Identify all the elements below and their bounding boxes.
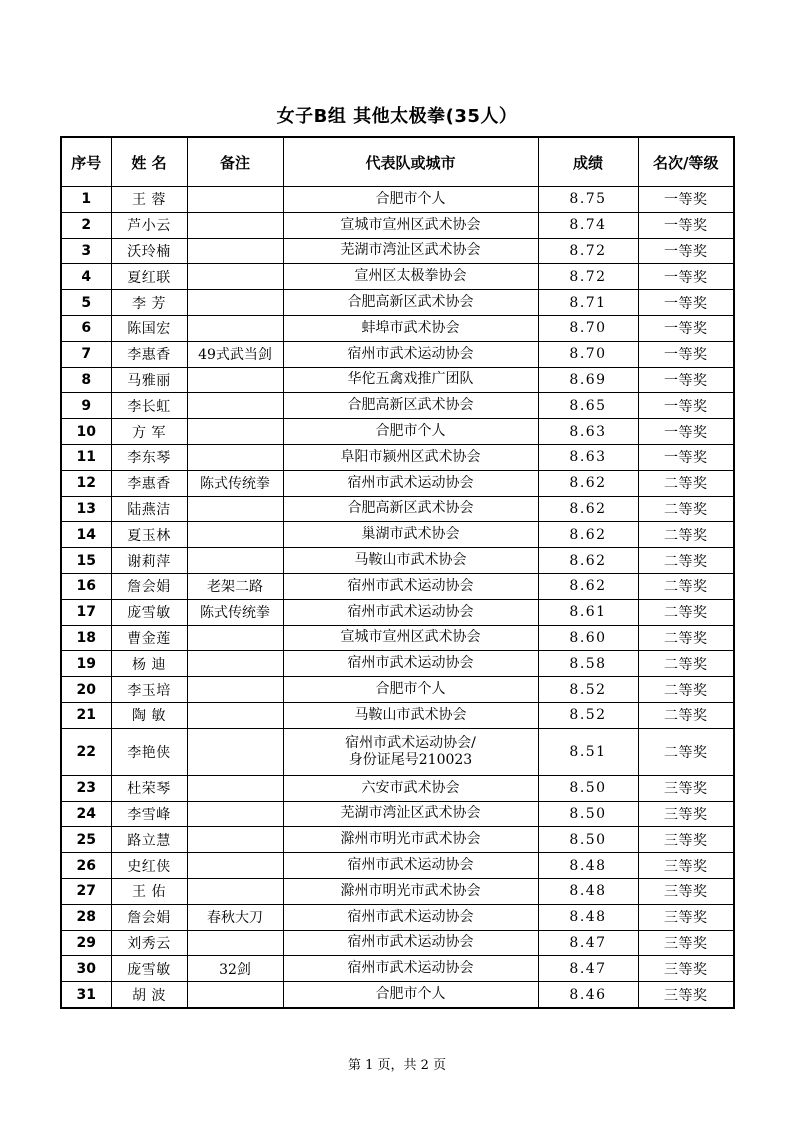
cell-rank: 一等奖 <box>638 264 734 290</box>
cell-name: 夏红联 <box>111 264 187 290</box>
cell-rank: 二等奖 <box>638 677 734 703</box>
header-rank: 名次/等级 <box>638 137 734 187</box>
cell-name: 沃玲楠 <box>111 238 187 264</box>
cell-no: 18 <box>61 625 111 651</box>
cell-no: 31 <box>61 982 111 1008</box>
cell-name: 杜荣琴 <box>111 775 187 801</box>
cell-team: 宣城市宣州区武术协会 <box>283 212 538 238</box>
cell-team: 巢湖市武术协会 <box>283 522 538 548</box>
cell-rank: 二等奖 <box>638 728 734 775</box>
cell-note <box>187 419 283 445</box>
cell-name: 谢莉萍 <box>111 548 187 574</box>
cell-no: 30 <box>61 956 111 982</box>
table-row <box>61 187 734 213</box>
cell-score: 8.75 <box>538 187 638 213</box>
cell-team: 合肥市个人 <box>283 982 538 1008</box>
cell-rank: 二等奖 <box>638 702 734 728</box>
cell-no: 6 <box>61 315 111 341</box>
cell-team: 滁州市明光市武术协会 <box>283 878 538 904</box>
cell-name: 李惠香 <box>111 341 187 367</box>
cell-team: 蚌埠市武术协会 <box>283 315 538 341</box>
cell-note <box>187 853 283 879</box>
table-row <box>61 702 734 728</box>
table-row <box>61 419 734 445</box>
cell-score: 8.58 <box>538 651 638 677</box>
cell-team: 宣州区太极拳协会 <box>283 264 538 290</box>
cell-score: 8.48 <box>538 904 638 930</box>
cell-note <box>187 393 283 419</box>
cell-score: 8.62 <box>538 470 638 496</box>
cell-score: 8.69 <box>538 367 638 393</box>
header-name: 姓 名 <box>111 137 187 187</box>
cell-note: 陈式传统拳 <box>187 470 283 496</box>
cell-score: 8.50 <box>538 827 638 853</box>
cell-rank: 一等奖 <box>638 444 734 470</box>
cell-note <box>187 522 283 548</box>
table-row <box>61 315 734 341</box>
cell-name: 芦小云 <box>111 212 187 238</box>
cell-team: 宿州市武术运动协会 <box>283 853 538 879</box>
table-row <box>61 238 734 264</box>
table-row <box>61 548 734 574</box>
cell-score: 8.70 <box>538 315 638 341</box>
cell-note: 32剑 <box>187 956 283 982</box>
cell-no: 8 <box>61 367 111 393</box>
cell-score: 8.62 <box>538 496 638 522</box>
cell-no: 27 <box>61 878 111 904</box>
cell-team: 合肥高新区武术协会 <box>283 290 538 316</box>
cell-name: 李惠香 <box>111 470 187 496</box>
cell-score: 8.51 <box>538 728 638 775</box>
cell-rank: 三等奖 <box>638 982 734 1008</box>
cell-score: 8.70 <box>538 341 638 367</box>
cell-name: 刘秀云 <box>111 930 187 956</box>
table-header-row <box>61 137 734 187</box>
cell-no: 19 <box>61 651 111 677</box>
table-row <box>61 956 734 982</box>
cell-score: 8.50 <box>538 775 638 801</box>
cell-name: 李 芳 <box>111 290 187 316</box>
cell-note <box>187 212 283 238</box>
cell-rank: 二等奖 <box>638 548 734 574</box>
cell-rank: 二等奖 <box>638 625 734 651</box>
cell-rank: 二等奖 <box>638 496 734 522</box>
cell-no: 13 <box>61 496 111 522</box>
cell-note: 老架二路 <box>187 573 283 599</box>
cell-name: 陶 敏 <box>111 702 187 728</box>
cell-note: 陈式传统拳 <box>187 599 283 625</box>
cell-rank: 三等奖 <box>638 956 734 982</box>
cell-score: 8.74 <box>538 212 638 238</box>
cell-team: 宿州市武术运动协会 <box>283 470 538 496</box>
cell-name: 庞雪敏 <box>111 956 187 982</box>
cell-name: 詹会娟 <box>111 573 187 599</box>
cell-team: 宿州市武术运动协会/ 身份证尾号210023 <box>283 728 538 775</box>
cell-rank: 三等奖 <box>638 878 734 904</box>
cell-name: 曹金莲 <box>111 625 187 651</box>
cell-note <box>187 728 283 775</box>
cell-team: 芜湖市湾沚区武术协会 <box>283 238 538 264</box>
cell-name: 胡 波 <box>111 982 187 1008</box>
cell-no: 25 <box>61 827 111 853</box>
cell-team: 合肥市个人 <box>283 419 538 445</box>
table-row <box>61 878 734 904</box>
cell-rank: 二等奖 <box>638 522 734 548</box>
cell-no: 17 <box>61 599 111 625</box>
cell-note: 春秋大刀 <box>187 904 283 930</box>
cell-score: 8.46 <box>538 982 638 1008</box>
cell-note <box>187 801 283 827</box>
cell-score: 8.72 <box>538 238 638 264</box>
cell-no: 3 <box>61 238 111 264</box>
cell-team: 合肥市个人 <box>283 187 538 213</box>
cell-name: 路立慧 <box>111 827 187 853</box>
cell-score: 8.65 <box>538 393 638 419</box>
cell-rank: 一等奖 <box>638 187 734 213</box>
cell-name: 李雪峰 <box>111 801 187 827</box>
cell-note <box>187 775 283 801</box>
table-row <box>61 651 734 677</box>
cell-rank: 三等奖 <box>638 930 734 956</box>
cell-note <box>187 651 283 677</box>
cell-note <box>187 496 283 522</box>
cell-rank: 三等奖 <box>638 775 734 801</box>
table-row <box>61 393 734 419</box>
cell-note <box>187 187 283 213</box>
cell-note <box>187 238 283 264</box>
cell-team: 宣城市宣州区武术协会 <box>283 625 538 651</box>
cell-no: 28 <box>61 904 111 930</box>
cell-score: 8.61 <box>538 599 638 625</box>
cell-rank: 一等奖 <box>638 315 734 341</box>
cell-name: 马雅丽 <box>111 367 187 393</box>
table-row <box>61 522 734 548</box>
table-row <box>61 367 734 393</box>
cell-no: 26 <box>61 853 111 879</box>
cell-note <box>187 264 283 290</box>
cell-note <box>187 827 283 853</box>
cell-name: 王 蓉 <box>111 187 187 213</box>
cell-team: 宿州市武术运动协会 <box>283 599 538 625</box>
cell-note <box>187 982 283 1008</box>
cell-score: 8.48 <box>538 878 638 904</box>
table-row <box>61 677 734 703</box>
cell-score: 8.47 <box>538 930 638 956</box>
cell-name: 史红侠 <box>111 853 187 879</box>
table-row <box>61 496 734 522</box>
cell-name: 陆燕洁 <box>111 496 187 522</box>
cell-team: 宿州市武术运动协会 <box>283 904 538 930</box>
cell-team: 合肥高新区武术协会 <box>283 496 538 522</box>
cell-rank: 三等奖 <box>638 801 734 827</box>
cell-no: 1 <box>61 187 111 213</box>
cell-rank: 二等奖 <box>638 599 734 625</box>
cell-no: 15 <box>61 548 111 574</box>
cell-name: 李长虹 <box>111 393 187 419</box>
table-row <box>61 728 734 775</box>
cell-score: 8.48 <box>538 853 638 879</box>
cell-no: 16 <box>61 573 111 599</box>
cell-team: 芜湖市湾沚区武术协会 <box>283 801 538 827</box>
table-row <box>61 904 734 930</box>
cell-score: 8.63 <box>538 444 638 470</box>
cell-score: 8.72 <box>538 264 638 290</box>
page-title: 女子B组 其他太极拳(35人） <box>276 106 518 127</box>
cell-score: 8.71 <box>538 290 638 316</box>
cell-name: 李玉培 <box>111 677 187 703</box>
table-row <box>61 341 734 367</box>
cell-rank: 一等奖 <box>638 419 734 445</box>
cell-no: 9 <box>61 393 111 419</box>
cell-rank: 二等奖 <box>638 573 734 599</box>
table-row <box>61 801 734 827</box>
cell-name: 杨 迪 <box>111 651 187 677</box>
cell-score: 8.47 <box>538 956 638 982</box>
cell-score: 8.52 <box>538 677 638 703</box>
cell-score: 8.63 <box>538 419 638 445</box>
results-table <box>60 136 735 1009</box>
table-row <box>61 264 734 290</box>
cell-name: 王 佑 <box>111 878 187 904</box>
cell-note <box>187 444 283 470</box>
cell-note <box>187 677 283 703</box>
header-note: 备注 <box>187 137 283 187</box>
cell-note <box>187 625 283 651</box>
cell-team: 合肥高新区武术协会 <box>283 393 538 419</box>
header-score: 成绩 <box>538 137 638 187</box>
table-row <box>61 470 734 496</box>
cell-rank: 三等奖 <box>638 853 734 879</box>
table-body <box>61 187 734 1008</box>
cell-no: 7 <box>61 341 111 367</box>
cell-rank: 一等奖 <box>638 212 734 238</box>
cell-no: 11 <box>61 444 111 470</box>
cell-no: 4 <box>61 264 111 290</box>
cell-rank: 三等奖 <box>638 827 734 853</box>
cell-no: 24 <box>61 801 111 827</box>
cell-no: 5 <box>61 290 111 316</box>
cell-name: 李艳侠 <box>111 728 187 775</box>
cell-name: 方 军 <box>111 419 187 445</box>
page-footer: 第 1 页，共 2 页 <box>347 1058 447 1073</box>
cell-note <box>187 367 283 393</box>
table-row <box>61 212 734 238</box>
cell-rank: 一等奖 <box>638 238 734 264</box>
cell-name: 夏玉林 <box>111 522 187 548</box>
cell-no: 12 <box>61 470 111 496</box>
cell-team: 马鞍山市武术协会 <box>283 702 538 728</box>
table-row <box>61 625 734 651</box>
cell-note <box>187 290 283 316</box>
cell-name: 李东琴 <box>111 444 187 470</box>
table-row <box>61 290 734 316</box>
cell-rank: 一等奖 <box>638 367 734 393</box>
table-row <box>61 444 734 470</box>
table-row <box>61 982 734 1008</box>
cell-team: 宿州市武术运动协会 <box>283 573 538 599</box>
cell-score: 8.52 <box>538 702 638 728</box>
table-row <box>61 599 734 625</box>
cell-name: 詹会娟 <box>111 904 187 930</box>
cell-score: 8.50 <box>538 801 638 827</box>
cell-rank: 二等奖 <box>638 651 734 677</box>
cell-score: 8.62 <box>538 573 638 599</box>
cell-team: 宿州市武术运动协会 <box>283 956 538 982</box>
cell-no: 22 <box>61 728 111 775</box>
cell-team: 马鞍山市武术协会 <box>283 548 538 574</box>
cell-note <box>187 702 283 728</box>
cell-no: 29 <box>61 930 111 956</box>
cell-rank: 一等奖 <box>638 341 734 367</box>
cell-no: 14 <box>61 522 111 548</box>
cell-team: 宿州市武术运动协会 <box>283 930 538 956</box>
cell-team: 华佗五禽戏推广团队 <box>283 367 538 393</box>
cell-team: 宿州市武术运动协会 <box>283 651 538 677</box>
cell-score: 8.62 <box>538 548 638 574</box>
header-team: 代表队或城市 <box>283 137 538 187</box>
table-row <box>61 573 734 599</box>
table-row <box>61 827 734 853</box>
cell-team: 滁州市明光市武术协会 <box>283 827 538 853</box>
cell-rank: 一等奖 <box>638 290 734 316</box>
header-no: 序号 <box>61 137 111 187</box>
table-row <box>61 775 734 801</box>
cell-rank: 一等奖 <box>638 393 734 419</box>
cell-no: 2 <box>61 212 111 238</box>
cell-no: 20 <box>61 677 111 703</box>
cell-team: 宿州市武术运动协会 <box>283 341 538 367</box>
cell-no: 21 <box>61 702 111 728</box>
cell-note <box>187 548 283 574</box>
cell-note <box>187 315 283 341</box>
cell-name: 庞雪敏 <box>111 599 187 625</box>
cell-score: 8.60 <box>538 625 638 651</box>
cell-score: 8.62 <box>538 522 638 548</box>
cell-team: 合肥市个人 <box>283 677 538 703</box>
cell-team: 阜阳市颍州区武术协会 <box>283 444 538 470</box>
cell-no: 23 <box>61 775 111 801</box>
cell-note: 49式武当剑 <box>187 341 283 367</box>
table-row <box>61 930 734 956</box>
cell-no: 10 <box>61 419 111 445</box>
table-row <box>61 853 734 879</box>
cell-team: 六安市武术协会 <box>283 775 538 801</box>
cell-note <box>187 878 283 904</box>
cell-note <box>187 930 283 956</box>
cell-rank: 二等奖 <box>638 470 734 496</box>
cell-name: 陈国宏 <box>111 315 187 341</box>
cell-rank: 三等奖 <box>638 904 734 930</box>
